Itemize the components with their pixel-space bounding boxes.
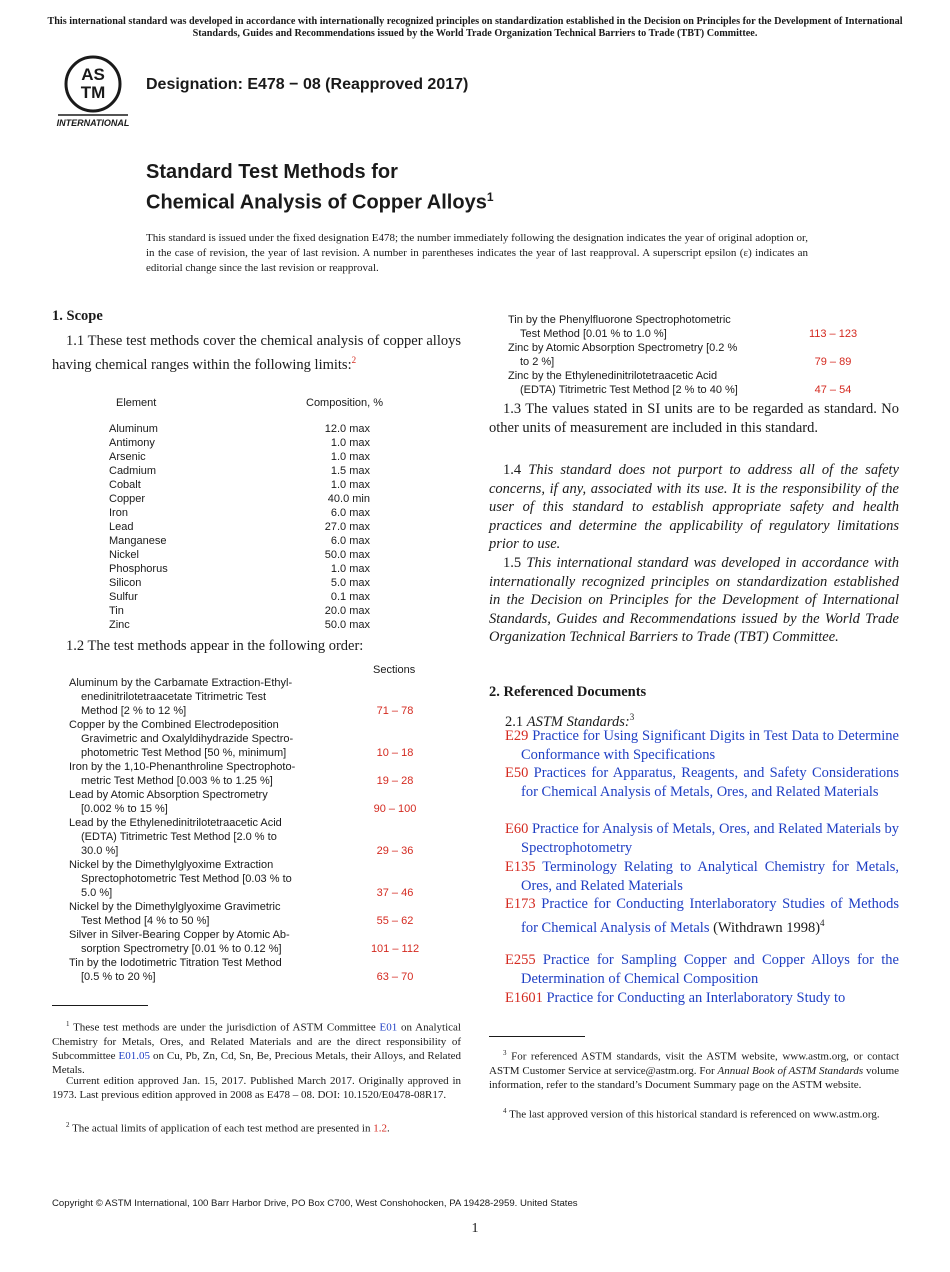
method-line: Lead by Atomic Absorption Spectrometry bbox=[69, 789, 268, 801]
element-composition: 50.0 max bbox=[324, 619, 370, 631]
method-sections: 90 – 100 bbox=[373, 803, 417, 815]
fn4-text: The last approved version of this historical standard is referenced on www.astm.org. bbox=[509, 1108, 880, 1121]
element-composition: 20.0 max bbox=[324, 605, 370, 617]
reference-code[interactable]: E50 bbox=[505, 765, 529, 781]
method-line: photometric Test Method [50 %, minimum] bbox=[81, 747, 287, 759]
reference-entry bbox=[505, 727, 899, 764]
astm-logo bbox=[52, 54, 134, 134]
element-name: Sulfur bbox=[109, 591, 138, 603]
reference-entry bbox=[505, 895, 899, 937]
method-line: (EDTA) Titrimetric Test Method [2 % to 40 %] bbox=[520, 384, 738, 396]
method-line: Lead by the Ethylenedinitrilotetraacetic Acid bbox=[69, 817, 282, 829]
method-line: Test Method [4 % to 50 %] bbox=[81, 915, 210, 927]
element-composition: 1.0 max bbox=[330, 479, 370, 491]
method-sections: 29 – 36 bbox=[376, 845, 414, 857]
reference-entry bbox=[505, 858, 899, 895]
para-2-1-text: ASTM Standards: bbox=[526, 713, 630, 730]
copyright: Copyright © ASTM International, 100 Barr Harbor Drive, PO Box C700, West Conshohocken, PA 19428-2959. United States bbox=[52, 1198, 578, 1209]
para-1-4-text: This standard does not purport to address all of the safety concerns, if any, associated with its use. It is the responsibility of the user of this standard to establish appropriate safety and health practices and determine the applicability of regulatory limitations prior to use. bbox=[489, 462, 899, 553]
method-sections: 55 – 62 bbox=[376, 915, 414, 927]
section-1-heading: 1. Scope bbox=[52, 308, 103, 324]
page-number: 1 bbox=[471, 1221, 479, 1236]
element-name: Nickel bbox=[109, 549, 139, 561]
method-sections: 10 – 18 bbox=[376, 747, 414, 759]
section-2-heading: 2. Referenced Documents bbox=[489, 684, 647, 700]
fn3-text-b: volume information, refer to the standard’s Document Summary page on the ASTM website. bbox=[489, 1064, 900, 1091]
reference-code[interactable]: E255 bbox=[505, 952, 536, 968]
element-composition: 5.0 max bbox=[330, 577, 370, 589]
element-name: Iron bbox=[109, 507, 128, 519]
para-1-1 bbox=[52, 332, 461, 374]
fn1-text-c: on Cu, Pb, Zn, Cd, Sn, Be, Precious Metals, their Alloys, and Related Metals. bbox=[52, 1049, 462, 1076]
para-1-5 bbox=[489, 554, 899, 647]
element-composition: 0.1 max bbox=[330, 591, 370, 603]
method-line: Gravimetric and Oxalyldihydrazide Spectro- bbox=[81, 733, 294, 745]
tbt-notice: This international standard was developed in accordance with internationally recognized principles on standardization established in the Decision on Principles for the Development of International Standards, Guides and Recommendations issued by the World Trade Organization Technical Barriers to Trade (TBT) Committee. bbox=[47, 16, 903, 39]
footnote-3: $^3$ For referenced ASTM standards, visit the ASTM website, www.astm.org, or contact ASTM Customer Service at service@astm.org. For Annual Book of ASTM Standards volume information, refer to the standard’s Document Summary page on the ASTM website. bbox=[489, 1049, 900, 1091]
para-1-1-text: 1.1 These test methods cover the chemical analysis of copper alloys having chemical ranges within the following limits: bbox=[52, 333, 461, 373]
method-line: Aluminum by the Carbamate Extraction-Ethyl- bbox=[69, 677, 293, 689]
method-line: 5.0 %] bbox=[81, 887, 113, 899]
fn1-link-e0105[interactable]: E01.05 bbox=[118, 1049, 150, 1062]
element-composition: 40.0 min bbox=[327, 493, 370, 505]
element-name: Cadmium bbox=[109, 465, 157, 477]
para-1-4-num: 1.4 bbox=[503, 462, 522, 478]
col-composition-header: Composition, % bbox=[306, 397, 384, 409]
element-name: Cobalt bbox=[109, 479, 141, 491]
reference-entry bbox=[505, 820, 899, 857]
element-name: Zinc bbox=[109, 619, 130, 631]
method-sections: 71 – 78 bbox=[376, 705, 414, 717]
element-composition: 1.0 max bbox=[330, 563, 370, 575]
footnote-2: $^2$ The actual limits of application of each test method are presented in 1.2. bbox=[66, 1121, 390, 1135]
method-line: to 2 %] bbox=[520, 356, 555, 368]
method-line: Copper by the Combined Electrodeposition bbox=[69, 719, 279, 731]
method-line: sorption Spectrometry [0.01 % to 0.12 %] bbox=[81, 943, 282, 955]
method-sections: 101 – 112 bbox=[370, 943, 420, 955]
footnote-rule-right bbox=[489, 1036, 585, 1037]
title-line-2: Chemical Analysis of Copper Alloys bbox=[146, 191, 487, 214]
method-sections: 63 – 70 bbox=[376, 971, 414, 983]
element-name: Arsenic bbox=[109, 451, 146, 463]
element-name: Silicon bbox=[109, 577, 142, 589]
method-sections: 37 – 46 bbox=[376, 887, 414, 899]
reference-title[interactable]: Terminology Relating to Analytical Chemistry for Metals, Ores, and Related Materials bbox=[521, 859, 899, 894]
svg-text:AS: AS bbox=[81, 65, 105, 84]
page-title bbox=[146, 160, 494, 216]
para-1-4 bbox=[489, 461, 899, 554]
reference-item bbox=[505, 727, 899, 764]
para-1-5-text: This international standard was developed in accordance with internationally recognized principles on standardization established in the Decision on Principles for the Development of International Standards, Guides and Recommendations issued by the World Trade Organization Technical Barriers to Trade (TBT) Committee. bbox=[489, 555, 899, 646]
element-name: Manganese bbox=[109, 535, 167, 547]
reference-item bbox=[505, 895, 899, 937]
method-line: Zinc by the Ethylenedinitrilotetraacetic Acid bbox=[508, 370, 718, 382]
element-name: Phosphorus bbox=[109, 563, 168, 575]
reference-title[interactable]: Practice for Sampling Copper and Copper Alloys for the Determination of Chemical Composition bbox=[521, 952, 899, 987]
title-line-1: Standard Test Methods for bbox=[146, 161, 398, 183]
method-line: Silver in Silver-Bearing Copper by Atomic Ab- bbox=[69, 929, 290, 941]
reference-code[interactable]: E173 bbox=[505, 896, 536, 912]
reference-title[interactable]: Practice for Conducting Interlaboratory Studies of Methods for Chemical Analysis of Metals bbox=[521, 896, 899, 936]
fn2-link[interactable]: 1.2 bbox=[373, 1122, 387, 1135]
footnote-rule-left bbox=[52, 1005, 148, 1006]
method-line: Nickel by the Dimethylglyoxime Gravimetric bbox=[69, 901, 281, 913]
logo-wordmark: INTERNATIONAL bbox=[56, 118, 130, 128]
method-sections: 47 – 54 bbox=[814, 384, 852, 396]
fn3-italic: Annual Book of ASTM Standards bbox=[717, 1064, 864, 1077]
method-line: metric Test Method [0.003 % to 1.25 %] bbox=[81, 775, 273, 787]
footnote-1-edition: Current edition approved Jan. 15, 2017. Published March 2017. Originally approved in 1973. Last previous edition approved in 2008 as E478 – 08. DOI: 10.1520/E0478-08R17. bbox=[52, 1075, 461, 1101]
reference-entry bbox=[505, 764, 899, 801]
method-line: Method [2 % to 12 %] bbox=[81, 705, 187, 717]
reference-title[interactable]: Practice for Using Significant Digits in Test Data to Determine Conformance with Specifications bbox=[521, 728, 899, 763]
reference-entry bbox=[505, 989, 899, 1008]
reference-item bbox=[505, 820, 899, 857]
element-composition: 1.0 max bbox=[330, 451, 370, 463]
col-element-header: Element bbox=[116, 397, 157, 409]
reference-code[interactable]: E1601 bbox=[505, 990, 543, 1006]
sections-header: Sections bbox=[373, 664, 416, 676]
method-line: [0.002 % to 15 %] bbox=[81, 803, 168, 815]
method-line: Iron by the 1,10-Phenanthroline Spectrophoto- bbox=[69, 761, 296, 773]
method-sections: 113 – 123 bbox=[808, 328, 858, 340]
reference-entry bbox=[505, 951, 899, 988]
method-line: enedinitrilotetraacetate Titrimetric Test bbox=[81, 691, 267, 703]
method-line: Tin by the Phenylfluorone Spectrophotometric bbox=[508, 314, 731, 326]
fn1-link-e01[interactable]: E01 bbox=[379, 1021, 398, 1034]
footnote-2-mark: 2 bbox=[351, 354, 357, 365]
designation: Designation: E478 − 08 (Reapproved 2017) bbox=[146, 76, 469, 93]
title-footnote-mark: 1 bbox=[486, 190, 494, 204]
method-sections: 79 – 89 bbox=[814, 356, 852, 368]
element-name: Lead bbox=[109, 521, 134, 533]
reference-title[interactable]: Practice for Analysis of Metals, Ores, and Related Materials by Spectrophotometry bbox=[521, 821, 899, 856]
element-composition: 12.0 max bbox=[324, 423, 370, 435]
reference-code[interactable]: E29 bbox=[505, 728, 529, 744]
footnote-4: $^4$ The last approved version of this historical standard is referenced on www.astm.org. bbox=[503, 1107, 880, 1121]
method-line: Sprectophotometric Test Method [0.03 % to bbox=[81, 873, 292, 885]
method-line: (EDTA) Titrimetric Test Method [2.0 % to bbox=[81, 831, 277, 843]
method-line: Zinc by Atomic Absorption Spectrometry [0.2 % bbox=[508, 342, 738, 354]
footnote-4-mark: 4 bbox=[820, 917, 825, 928]
element-name: Aluminum bbox=[109, 423, 158, 435]
reference-code[interactable]: E135 bbox=[505, 859, 536, 875]
fn1-text-b: on Analytical Chemistry for Metals, Ores, and Related Materials and are the direct responsibility of Subcommittee bbox=[52, 1021, 461, 1062]
reference-withdrawn: (Withdrawn 1998) bbox=[709, 919, 821, 936]
reference-title[interactable]: Practice for Conducting an Interlaboratory Study to bbox=[542, 990, 846, 1006]
element-composition: 50.0 max bbox=[324, 549, 370, 561]
svg-text:TM: TM bbox=[80, 83, 106, 102]
method-line: [0.5 % to 20 %] bbox=[81, 971, 156, 983]
footnote-3-mark: 3 bbox=[629, 712, 635, 722]
para-2-1-num: 2.1 bbox=[505, 713, 524, 730]
method-line: Test Method [0.01 % to 1.0 %] bbox=[520, 328, 667, 340]
para-1-2: 1.2 The test methods appear in the following order: bbox=[66, 638, 364, 654]
method-sections: 19 – 28 bbox=[376, 775, 414, 787]
element-name: Tin bbox=[109, 605, 124, 617]
reference-title[interactable]: Practices for Apparatus, Reagents, and Safety Considerations for Chemical Analysis of Metals, Ores, and Related Materials bbox=[521, 765, 899, 800]
para-1-5-num: 1.5 bbox=[503, 555, 522, 571]
fn1-text-a: These test methods are under the jurisdiction of ASTM Committee bbox=[73, 1021, 376, 1034]
element-name: Copper bbox=[109, 493, 146, 505]
fn3-text-a: For referenced ASTM standards, visit the ASTM website, www.astm.org, or contact ASTM Customer Service at service@astm.org. For bbox=[489, 1050, 899, 1077]
para-1-3: 1.3 The values stated in SI units are to be regarded as standard. No other units of measurement are included in this standard. bbox=[489, 401, 899, 436]
method-line: Tin by the Iodotimetric Titration Test Method bbox=[69, 957, 282, 969]
issued-note: This standard is issued under the fixed designation E478; the number immediately following the designation indicates the year of original adoption or, in the case of revision, the year of last revision. A number in parentheses indicates the year of last reapproval. A superscript epsilon (ε) indicates an editorial change since the last revision or reapproval. bbox=[146, 232, 808, 274]
method-line: Nickel by the Dimethylglyoxime Extraction bbox=[69, 859, 274, 871]
method-line: 30.0 %] bbox=[81, 845, 119, 857]
fn2-text: The actual limits of application of each test method are presented in bbox=[72, 1122, 371, 1135]
reference-item bbox=[505, 764, 899, 801]
element-composition: 1.0 max bbox=[330, 437, 370, 449]
footnote-1: $^1$ These test methods are under the jurisdiction of ASTM Committee E01 on Analytical Chemistry for Metals, Ores, and Related Materials and are the direct responsibility of Subcommittee E01.05 on Cu, Pb, Zn, Cd, Sn, Be, Precious Metals, their Alloys, and Related Metals. bbox=[52, 1020, 462, 1076]
element-composition: 27.0 max bbox=[324, 521, 370, 533]
reference-code[interactable]: E60 bbox=[505, 821, 529, 837]
element-name: Antimony bbox=[109, 437, 155, 449]
reference-item bbox=[505, 858, 899, 895]
element-composition: 6.0 max bbox=[330, 535, 370, 547]
element-composition: 6.0 max bbox=[330, 507, 370, 519]
reference-item bbox=[505, 951, 899, 988]
reference-item bbox=[505, 989, 899, 1008]
element-composition: 1.5 max bbox=[330, 465, 370, 477]
